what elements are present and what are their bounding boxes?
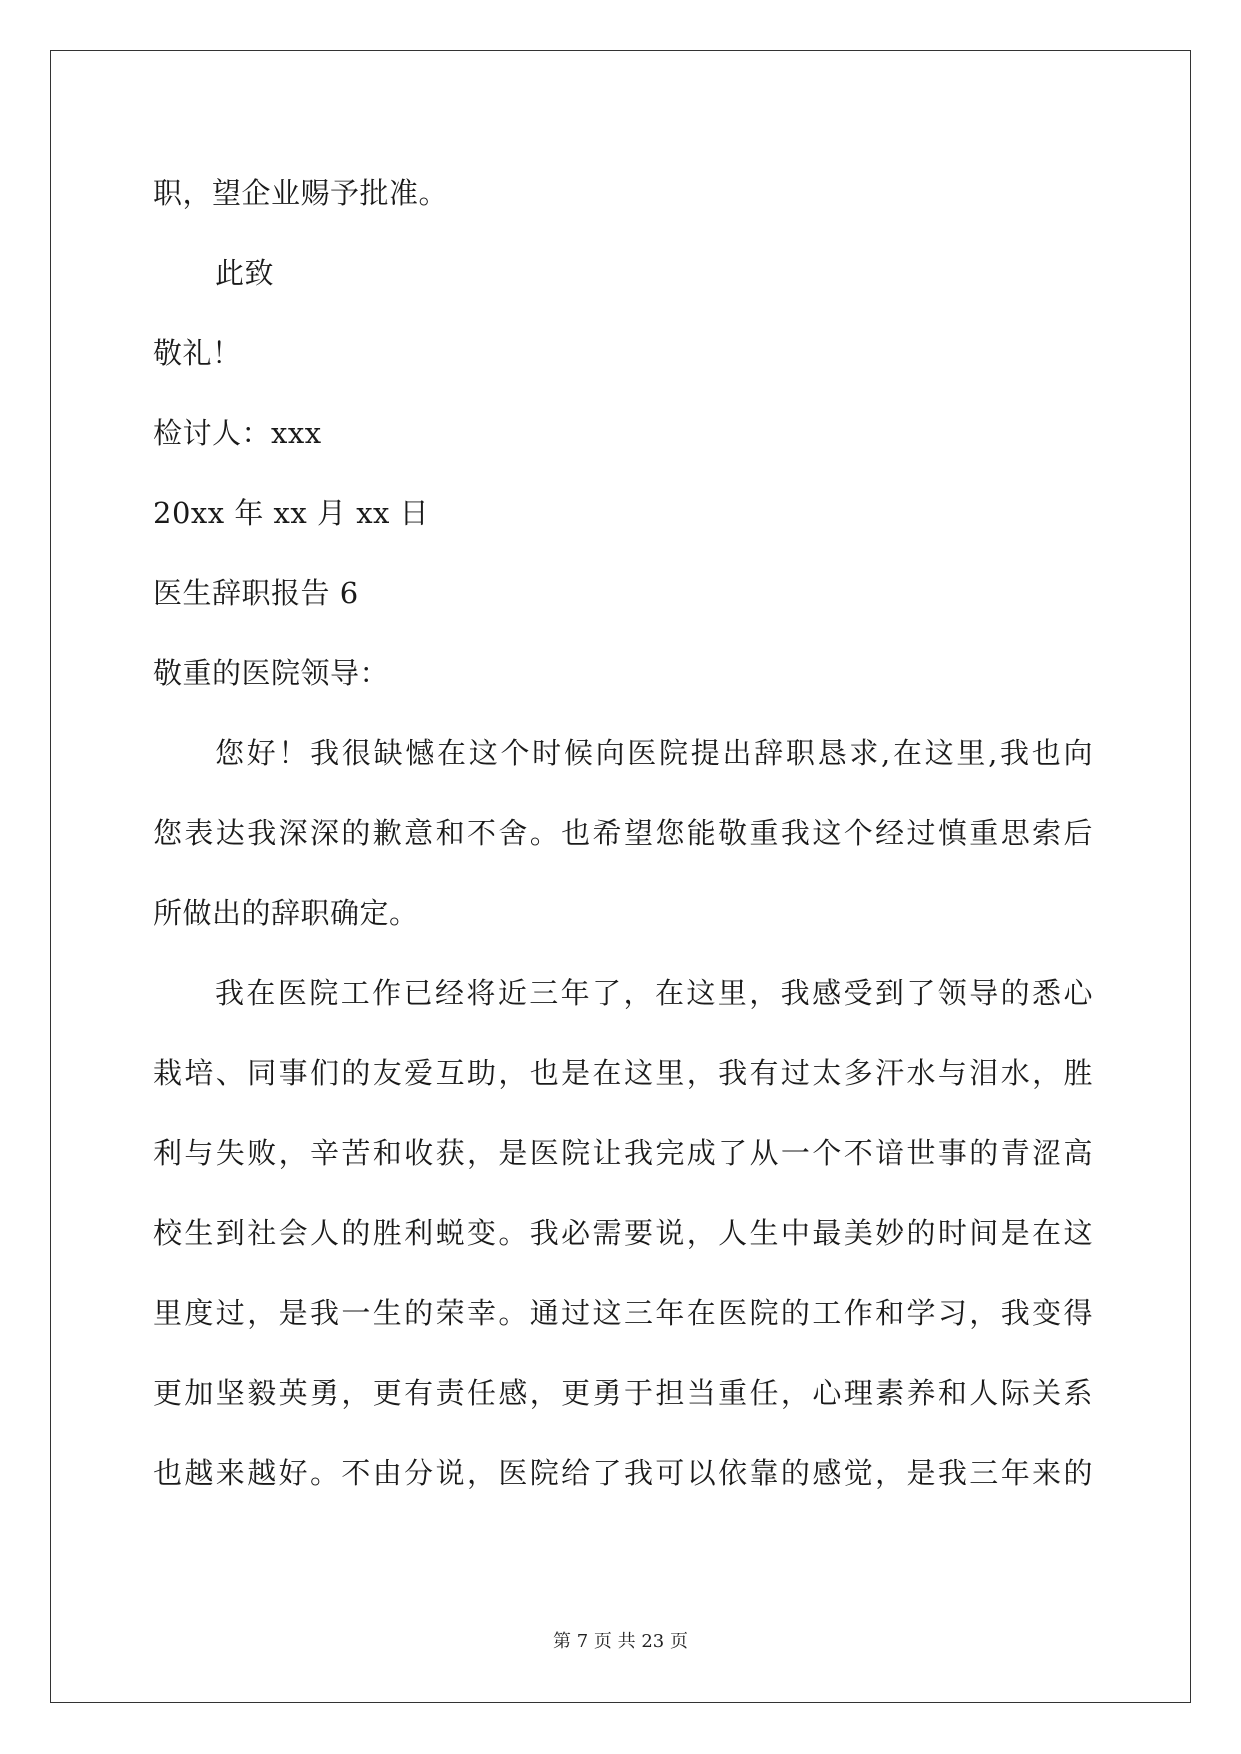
text-line: 更加坚毅英勇，更有责任感，更勇于担当重任，心理素养和人际关系 [153,1376,1093,1410]
text-line: 敬礼！ [153,336,242,370]
text-line: 所做出的辞职确定。 [153,896,419,930]
text-line: 校生到社会人的胜利蜕变。我必需要说，人生中最美妙的时间是在这 [153,1216,1093,1250]
page-number: 第 7 页 共 23 页 [553,1631,688,1652]
text-line: 也越来越好。不由分说，医院给了我可以依靠的感觉，是我三年来的 [153,1456,1093,1490]
text-line: 您表达我深深的歉意和不舍。也希望您能敬重我这个经过慎重思索后 [153,816,1093,850]
text-line: 此致 [215,256,275,290]
text-line: 检讨人：xxx [153,416,322,450]
text-line: 栽培、同事们的友爱互助，也是在这里，我有过太多汗水与泪水，胜 [153,1056,1093,1090]
salutation: 敬重的医院领导： [153,656,390,690]
text-line: 里度过，是我一生的荣幸。通过这三年在医院的工作和学习，我变得 [153,1296,1093,1330]
text-line: 职，望企业赐予批准。 [153,176,449,210]
text-line: 20xx 年 xx 月 xx 日 [153,496,430,530]
text-line: 您好！我很缺憾在这个时候向医院提出辞职恳求,在这里,我也向 [215,736,1093,770]
section-heading: 医生辞职报告 6 [153,576,359,610]
text-line: 利与失败，辛苦和收获，是医院让我完成了从一个不谙世事的青涩高 [153,1136,1093,1170]
text-line: 我在医院工作已经将近三年了，在这里，我感受到了领导的悉心 [215,976,1093,1010]
